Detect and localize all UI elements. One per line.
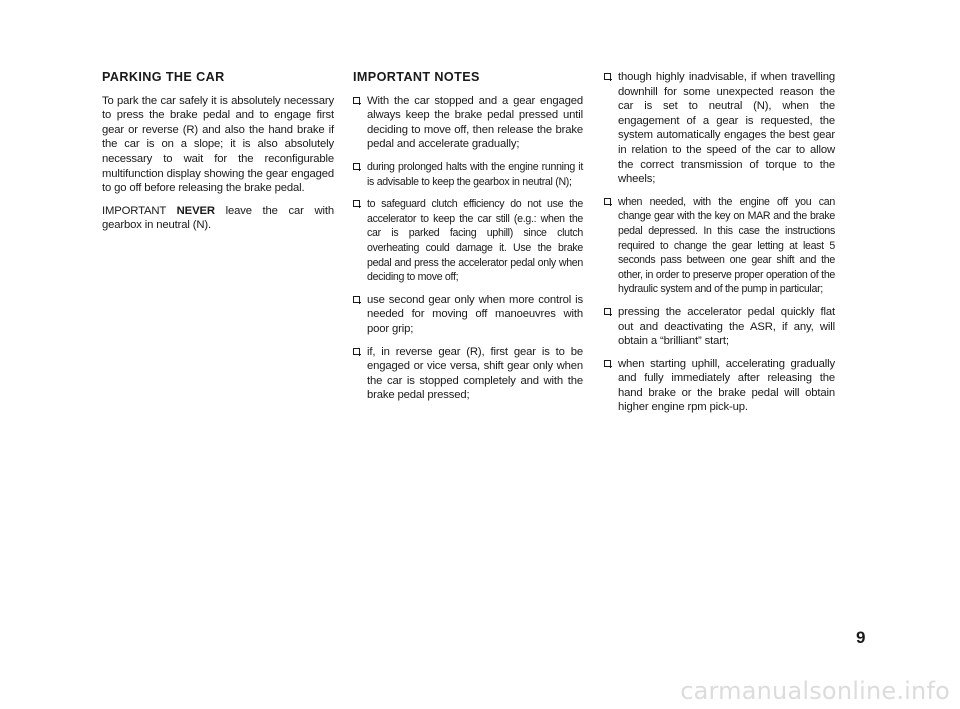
checkbox-bullet-icon (353, 97, 360, 104)
note-item (604, 305, 835, 349)
note-item (604, 195, 835, 297)
note-text: if, in reverse gear (R), first gear is to be engaged or vice versa, shift gear only when the car is stopped completely and with the brake pedal pressed; (367, 345, 583, 402)
parking-paragraph: To park the car safely it is absolutely necessary to press the brake pedal and to engage first gear or reverse (R) and also the hand brake if the car is on a slope; it is also absolutely necessary to wait for the reconfigurable multifunction display showing the gear engaged to go off before releasing the brake pedal. (102, 94, 334, 195)
note-item (604, 70, 835, 187)
checkbox-bullet-icon (604, 73, 611, 80)
parking-warning (102, 204, 334, 233)
page-number: 9 (856, 628, 866, 647)
notes-continued-section (604, 70, 835, 423)
note-item (604, 357, 835, 415)
note-text: when needed, with the engine off you can change gear with the key on MAR and the brake pedal depressed. In this case the instructions required to change the gear letting at least 5 seconds pass between one gear shift and the other, in order to preserve proper operation of the hydraulic system and of the pump in particular; (618, 195, 835, 296)
checkbox-bullet-icon (353, 163, 360, 170)
note-item (353, 345, 583, 403)
checkbox-bullet-icon (353, 348, 360, 355)
warning-text: leave the car with gearbox in neutral (N). (102, 204, 334, 232)
note-item (353, 94, 583, 152)
parking-heading: PARKING THE CAR (102, 70, 225, 84)
note-text: use second gear only when more control is needed for moving off manoeuvres with poor grip; (367, 293, 583, 335)
note-text: With the car stopped and a gear engaged always keep the brake pedal pressed until deciding to move off, then release the brake pedal and accelerate gradually; (367, 94, 583, 151)
checkbox-bullet-icon (353, 200, 360, 207)
note-item (353, 160, 583, 189)
checkbox-bullet-icon (353, 296, 360, 303)
note-item (353, 197, 583, 285)
watermark: carmanualsonline.info (680, 677, 950, 705)
checkbox-bullet-icon (604, 198, 611, 205)
checkbox-bullet-icon (604, 308, 611, 315)
note-item (353, 293, 583, 337)
warning-emphasis: NEVER (176, 204, 215, 217)
checkbox-bullet-icon (604, 360, 611, 367)
warning-prefix: IMPORTANT (102, 204, 166, 217)
note-text: to safeguard clutch efficiency do not use the accelerator to keep the car still (e.g.: when the car is parked facing uphill) since clutch overheating could damage it. Use the brake pedal and press the accelerator pedal only when deciding to move off; (367, 198, 583, 284)
note-text: when starting uphill, accelerating gradually and fully immediately after releasing the hand brake or the brake pedal will obtain higher engine rpm pick-up. (618, 357, 835, 414)
note-text: though highly inadvisable, if when travelling downhill for some unexpected reason the car is set to neutral (N), when the engagement of a gear is requested, the system automatically engages the best gear in relation to the speed of the car to allow the correct transmission of torque to the wheels; (618, 71, 835, 186)
note-text: pressing the accelerator pedal quickly flat out and deactivating the ASR, if any, will obtain a “brilliant” start; (618, 305, 835, 348)
note-text: during prolonged halts with the engine running it is advisable to keep the gearbox in neutral (N); (367, 160, 583, 188)
important-notes-section (353, 70, 583, 411)
important-notes-heading: IMPORTANT NOTES (353, 70, 480, 84)
parking-section (102, 70, 334, 241)
